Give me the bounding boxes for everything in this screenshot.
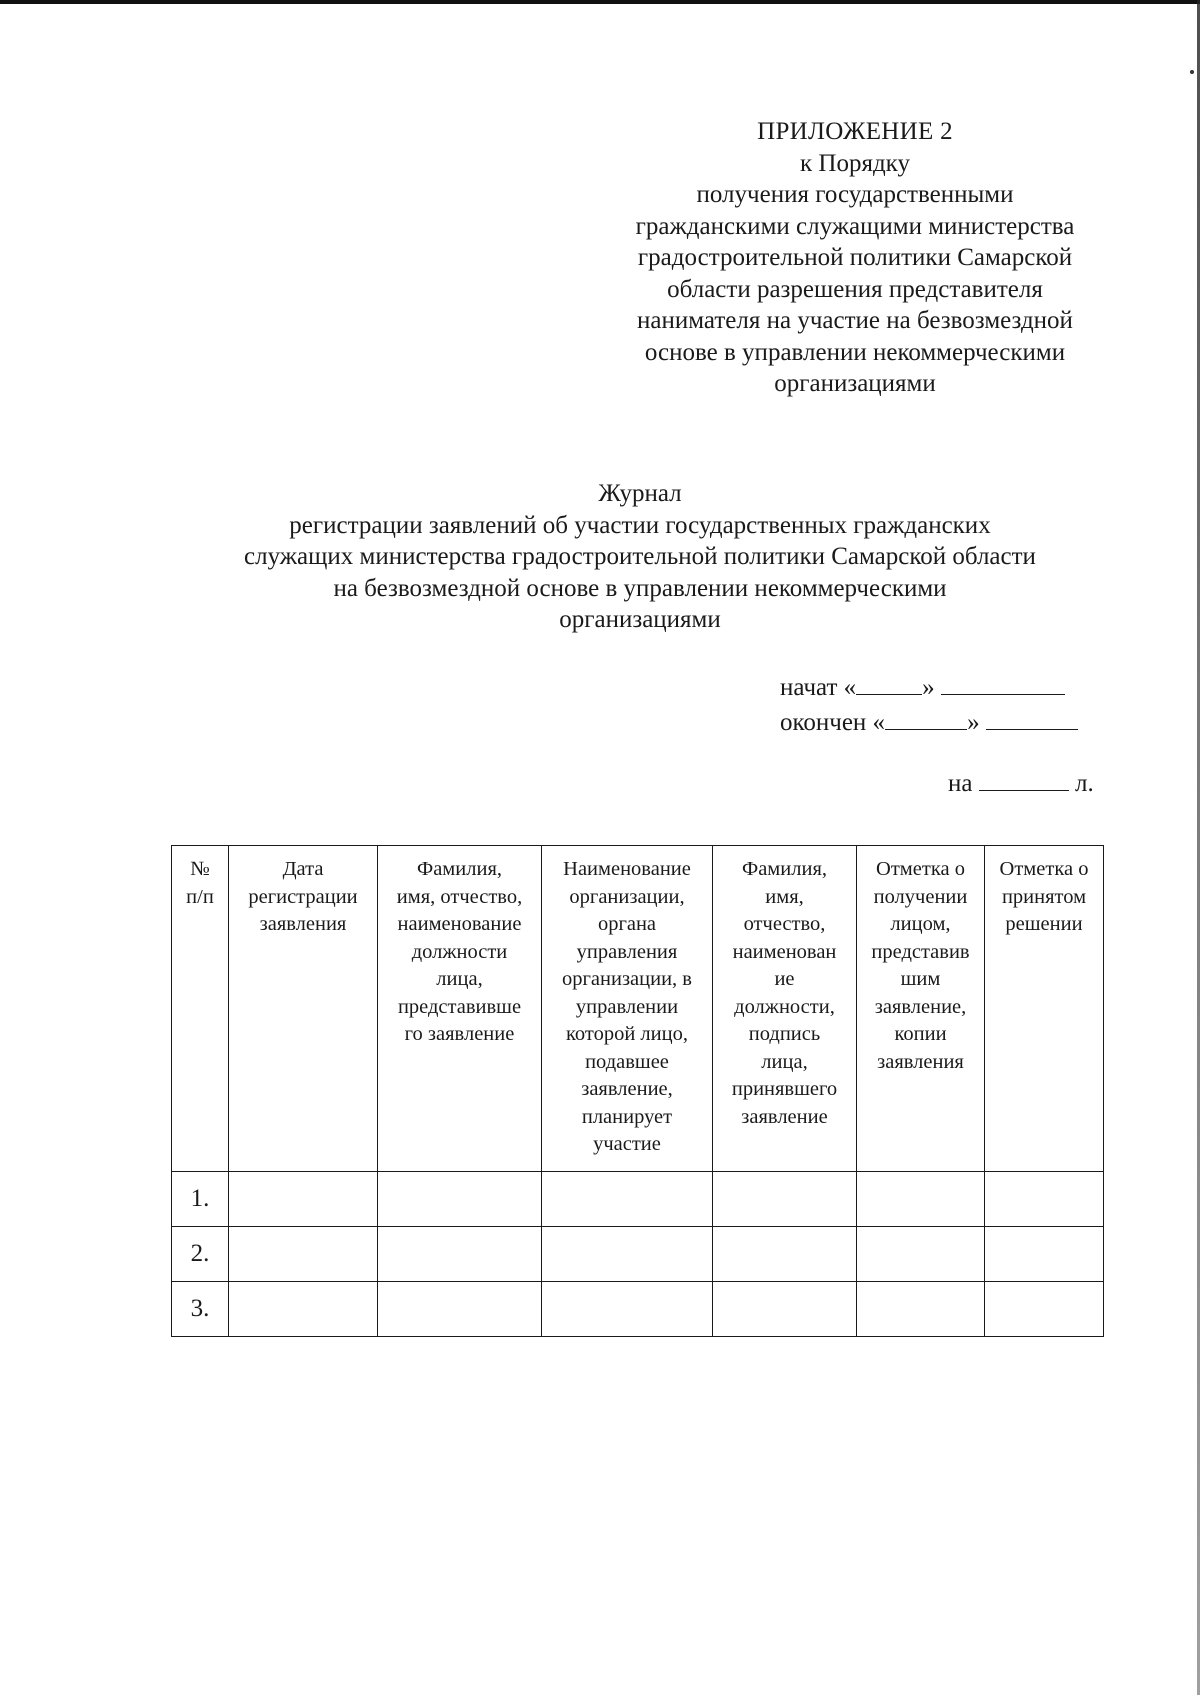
header-organization: Наименование организации, органа управления организации, в управлении которой лицо, подавшее заявление, планирует участие [542, 846, 713, 1172]
journal-subtitle-line: организациями [559, 606, 721, 633]
table-cell[interactable] [713, 1227, 857, 1282]
table-cell[interactable] [985, 1227, 1104, 1282]
appendix-header [595, 116, 1115, 400]
journal-subtitle-line: на безвозмездной основе в управлении некоммерческими [333, 574, 947, 602]
journal-subtitle-line: служащих министерства градостроительной политики Самарской области [244, 543, 1036, 570]
journal-title-block [120, 478, 1160, 636]
header-applicant: Фамилия, имя, отчество, наименование должности лица, представивше го заявление [378, 846, 542, 1172]
appendix-title: ПРИЛОЖЕНИЕ 2 [757, 118, 953, 145]
started-day-blank[interactable] [856, 672, 922, 695]
appendix-line: получения государственными [696, 181, 1014, 208]
sheet-count-suffix: л. [1074, 770, 1094, 797]
finished-day-blank[interactable] [885, 707, 967, 730]
sheet-count [948, 768, 1118, 800]
sheet-count-blank[interactable] [979, 768, 1069, 791]
row-number: 3. [172, 1282, 229, 1337]
registration-table [171, 845, 1104, 1337]
table-cell[interactable] [229, 1227, 378, 1282]
header-number: № п/п [172, 846, 229, 1172]
finished-quote: » [967, 709, 980, 736]
finished-label: окончен « [780, 709, 886, 736]
finished-row [780, 705, 1120, 740]
started-row [780, 670, 1120, 705]
header-receiver: Фамилия, имя, отчество, наименован ие должности, подпись лица, принявшего заявление [713, 846, 857, 1172]
table-row [172, 1172, 1104, 1227]
table-cell[interactable] [857, 1172, 985, 1227]
sheet-count-prefix: на [948, 770, 973, 797]
journal-dates [780, 670, 1120, 740]
row-number: 2. [172, 1227, 229, 1282]
appendix-line: области разрешения представителя [667, 275, 1043, 303]
appendix-line: градостроительной политики Самарской [637, 244, 1073, 271]
header-decision: Отметка о принятом решении [985, 846, 1104, 1172]
started-date-blank[interactable] [941, 672, 1065, 695]
table-cell[interactable] [713, 1282, 857, 1337]
table-cell[interactable] [378, 1172, 542, 1227]
table-cell[interactable] [713, 1172, 857, 1227]
table-cell[interactable] [378, 1227, 542, 1282]
table-cell[interactable] [542, 1282, 713, 1337]
appendix-line: основе в управлении некоммерческими [644, 338, 1066, 366]
appendix-line: организациями [774, 370, 936, 397]
started-label: начат « [780, 674, 857, 701]
header-registration-date: Дата регистрации заявления [229, 846, 378, 1172]
table-cell[interactable] [542, 1227, 713, 1282]
table-cell[interactable] [229, 1282, 378, 1337]
header-copy-receipt: Отметка о получении лицом, представив шим заявление, копии заявления [857, 846, 985, 1172]
scan-edge-top [0, 0, 1200, 4]
table-cell[interactable] [985, 1172, 1104, 1227]
table-cell[interactable] [857, 1227, 985, 1282]
row-number: 1. [172, 1172, 229, 1227]
table-row [172, 1282, 1104, 1337]
table-header-row [172, 846, 1104, 1172]
appendix-line: гражданскими служащими министерства [635, 212, 1075, 240]
table-cell[interactable] [229, 1172, 378, 1227]
table-cell[interactable] [542, 1172, 713, 1227]
journal-title: Журнал [598, 480, 682, 507]
appendix-line: к Порядку [800, 149, 910, 177]
started-quote: » [922, 674, 935, 701]
journal-subtitle-line: регистрации заявлений об участии государственных гражданских [289, 511, 991, 539]
finished-date-blank[interactable] [986, 707, 1078, 730]
table-cell[interactable] [985, 1282, 1104, 1337]
table-cell[interactable] [857, 1282, 985, 1337]
table-cell[interactable] [378, 1282, 542, 1337]
appendix-line: нанимателя на участие на безвозмездной [637, 307, 1073, 334]
table-row [172, 1227, 1104, 1282]
scan-dot [1190, 70, 1194, 74]
